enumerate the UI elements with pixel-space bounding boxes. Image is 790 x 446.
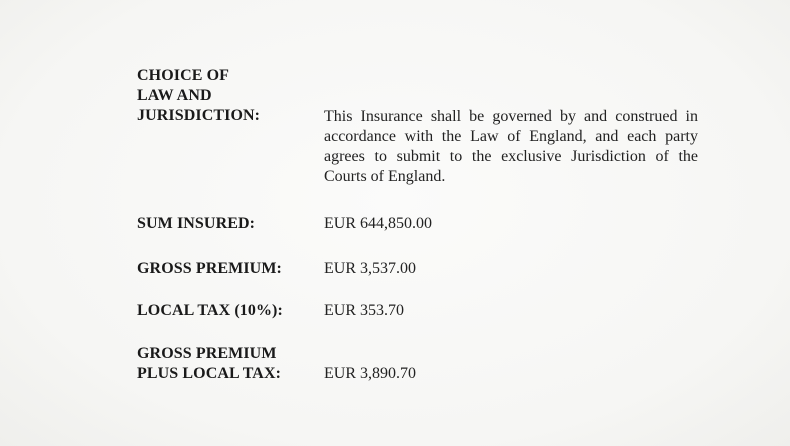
gross-premium-plus-tax-label [137,344,281,384]
local-tax-value: EUR 353.70 [324,302,404,319]
gross-premium-plus-tax-label-line-2: PLUS LOCAL TAX: [137,365,282,382]
choice-of-law-label-line-2: LAW AND [137,87,212,104]
choice-of-law-text: This Insurance shall be governed by and construed in accordance with the Law of England, and each party agrees to submit to the exclusive Jurisdiction of the Courts of England. [324,108,698,185]
choice-of-law-label-line-3: JURISDICTION: [137,107,261,124]
gross-premium-label: GROSS PREMIUM: [137,260,282,277]
choice-of-law-label [137,66,260,126]
gross-premium-plus-tax-label-line-1: GROSS PREMIUM [137,345,277,362]
choice-of-law-label-line-1: CHOICE OF [137,67,230,84]
sum-insured-value: EUR 644,850.00 [324,215,432,232]
gross-premium-value: EUR 3,537.00 [324,260,416,277]
local-tax-label: LOCAL TAX (10%): [137,302,283,319]
sum-insured-label: SUM INSURED: [137,215,256,232]
gross-premium-plus-tax-value: EUR 3,890.70 [324,365,416,382]
